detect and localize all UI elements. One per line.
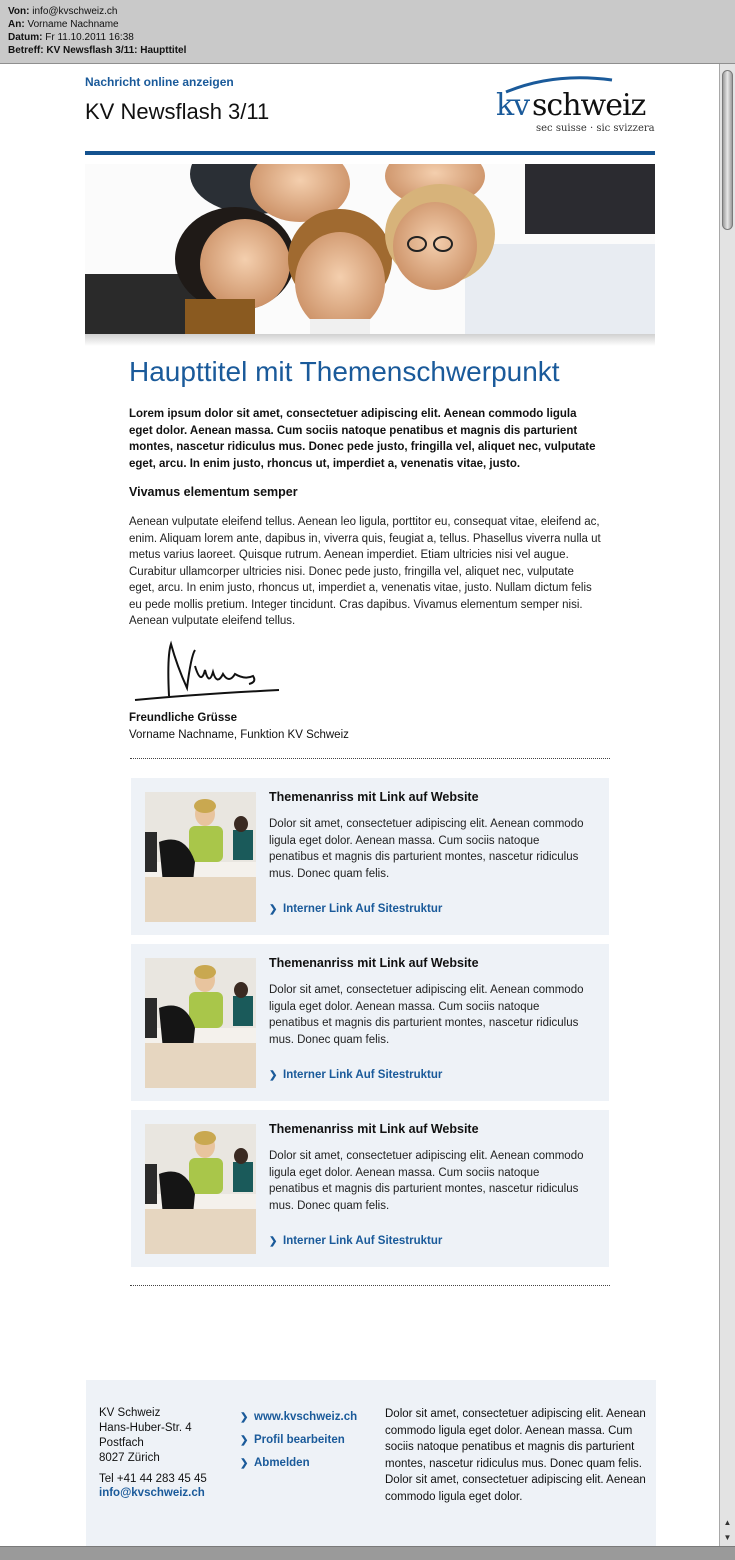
scrollbar-thumb[interactable] [722, 70, 733, 230]
chevron-right-icon: ❯ [269, 1236, 278, 1247]
mail-date-value: Fr 11.10.2011 16:38 [45, 32, 134, 43]
teaser-link[interactable]: ❯ Interner Link Auf Sitestruktur [269, 1069, 443, 1081]
logo-kv-text: kv [496, 88, 530, 123]
vertical-scrollbar[interactable] [719, 64, 735, 1546]
mail-header [0, 0, 735, 64]
footer-phone: Tel +41 44 283 45 45 [99, 1473, 207, 1485]
hero-people-illustration [85, 164, 655, 334]
article-headline: Haupttitel mit Themenschwerpunkt [129, 356, 560, 387]
logo-schweiz-text: schweiz [532, 88, 646, 123]
mail-from-value: info@kvschweiz.ch [32, 6, 118, 17]
footer-link-website[interactable]: ❯ www.kvschweiz.ch [240, 1406, 357, 1429]
footer-links [240, 1406, 357, 1475]
chevron-right-icon: ❯ [240, 1435, 249, 1446]
chevron-right-icon: ❯ [269, 1070, 278, 1081]
newsletter-title: KV Newsflash 3/11 [85, 99, 270, 124]
view-online-link[interactable]: Nachricht online anzeigen [85, 75, 234, 89]
teaser-title: Themenanriss mit Link auf Website [269, 956, 479, 970]
kv-schweiz-logo [496, 86, 656, 140]
mail-subject-value: KV Newsflash 3/11: Haupttitel [46, 45, 187, 56]
article-lead: Lorem ipsum dolor sit amet, consectetuer adipiscing elit. Aenean commodo ligula eget dolor. Aenean massa. Cum sociis natoque penatibus et magnis dis parturient montes, nascetur ridiculus mus. Donec pede justo, fringilla vel, aliquet nec, vulputate eget, arcu. In enim justo, rhoncus ut, imperdiet a, venenatis vitae, justo. [129, 408, 596, 470]
hero-shadow [85, 334, 655, 346]
footer-address: KV Schweiz Hans-Huber-Str. 4 Postfach 8027 Zürich [99, 1407, 192, 1464]
teaser-text: Dolor sit amet, consectetuer adipiscing elit. Aenean commodo ligula eget dolor. Aenean massa. Cum sociis natoque penatibus et magnis dis parturient montes, nascetur ridiculus mus. Donec quam felis. [269, 984, 584, 1046]
chevron-right-icon: ❯ [240, 1412, 249, 1423]
teaser-image [145, 1124, 256, 1254]
mail-from-row: Von: info@kvschweiz.ch [8, 6, 118, 17]
newsletter-footer [86, 1380, 656, 1546]
article-body: Aenean vulputate eleifend tellus. Aenean leo ligula, porttitor eu, consequat vitae, eleifend ac, enim. Aliquam lorem ante, dapibus in, viverra quis, feugiat a, tellus. Phasellus viverra nulla ut metus varius laoreet. Quisque rutrum. Aenean imperdiet. Etiam ultricies nisi vel augue. Curabitur ullamcorper ultricies nisi. Donec pede justo, fringilla vel, aliquet nec, vulputate eget, arcu. In enim justo, rhoncus ut, imperdiet a, venenatis vitae, justo. Nullam dictum felis eu pede mollis pretium. Integer tincidunt. Cras dapibus. Vivamus elementum semper nisi. Aenean vulputate eleifend tellus. [129, 516, 601, 627]
teaser-link[interactable]: ❯ Interner Link Auf Sitestruktur [269, 1235, 443, 1247]
header-rule [85, 151, 655, 155]
teaser-link[interactable]: ❯ Interner Link Auf Sitestruktur [269, 903, 443, 915]
closing-greeting: Freundliche Grüsse [129, 712, 238, 724]
footer-link-edit-profile[interactable]: ❯ Profil bearbeiten [240, 1429, 357, 1452]
status-bar [0, 1546, 735, 1560]
signer-name: Vorname Nachname, Funktion KV Schweiz [129, 729, 349, 741]
footer-text: Dolor sit amet, consectetuer adipiscing elit. Aenean commodo ligula eget dolor. Aenean massa. Cum sociis natoque penatibus et magnis dis parturient montes, nascetur ridiculus mus. Donec quam felis. Dolor sit amet, consectetuer adipiscing elit. Aenean commodo ligula eget dolor. [385, 1408, 646, 1503]
teaser-title: Themenanriss mit Link auf Website [269, 790, 479, 804]
mail-to-value: Vorname Nachname [27, 19, 119, 30]
divider-top [130, 758, 610, 759]
divider-bottom [130, 1285, 610, 1286]
teaser-text: Dolor sit amet, consectetuer adipiscing elit. Aenean commodo ligula eget dolor. Aenean massa. Cum sociis natoque penatibus et magnis dis parturient montes, nascetur ridiculus mus. Donec quam felis. [269, 818, 584, 880]
arrow-up-icon[interactable]: ▲ [723, 1518, 732, 1527]
footer-link-unsubscribe[interactable]: ❯ Abmelden [240, 1452, 357, 1475]
handwritten-signature [129, 636, 289, 706]
teaser-card [131, 778, 609, 935]
mail-date-row: Datum: Fr 11.10.2011 16:38 [8, 32, 134, 43]
teaser-image [145, 958, 256, 1088]
email-body[interactable] [0, 64, 719, 1546]
mail-subject-row: Betreff: KV Newsflash 3/11: Haupttitel [8, 45, 187, 56]
chevron-right-icon: ❯ [269, 904, 278, 915]
hero-image [85, 164, 655, 334]
mail-to-row: An: Vorname Nachname [8, 19, 119, 30]
teaser-title: Themenanriss mit Link auf Website [269, 1122, 479, 1136]
footer-email-link[interactable]: info@kvschweiz.ch [99, 1487, 205, 1499]
logo-tagline: sec suisse · sic svizzera [536, 123, 655, 134]
arrow-down-icon[interactable]: ▼ [723, 1533, 732, 1542]
teaser-card [131, 1110, 609, 1267]
chevron-right-icon: ❯ [240, 1458, 249, 1469]
teaser-image [145, 792, 256, 922]
article-subheading: Vivamus elementum semper [129, 485, 298, 499]
teaser-card [131, 944, 609, 1101]
teaser-text: Dolor sit amet, consectetuer adipiscing elit. Aenean commodo ligula eget dolor. Aenean massa. Cum sociis natoque penatibus et magnis dis parturient montes, nascetur ridiculus mus. Donec quam felis. [269, 1150, 584, 1212]
